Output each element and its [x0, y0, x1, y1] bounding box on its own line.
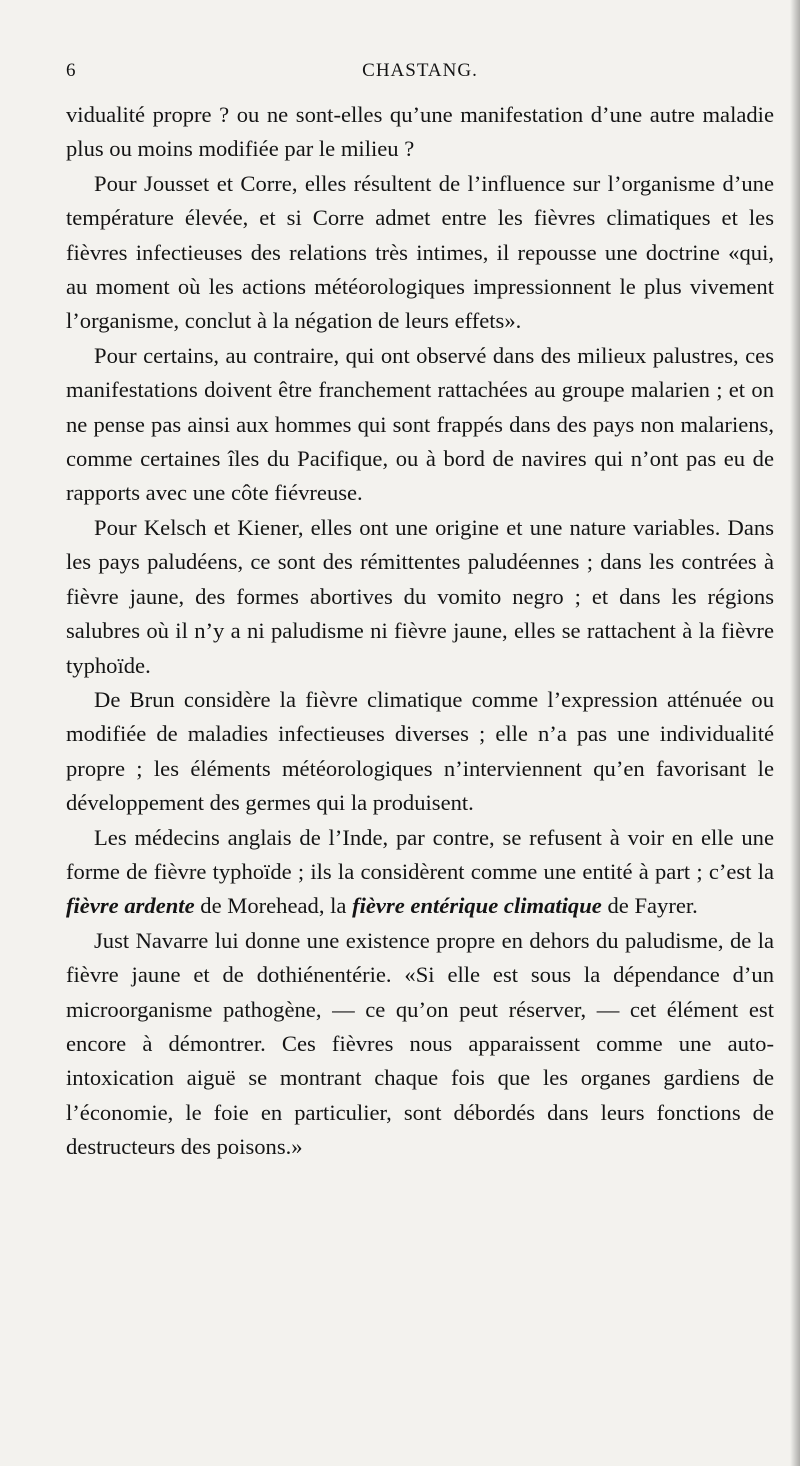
text-run: Pour Jousset et Corre, elles résultent de l’influence sur l’organisme d’une température élevée, et si Corre admet entre les fièvres climatiques et les fièvres infectieuses des relations très intimes, il repousse une doctrine «qui, au moment où les actions météorologiques impressionnent le plus vivement l’organisme, conclut à la négation de leurs effets». — [66, 170, 774, 334]
text-run: Les médecins anglais de l’Inde, par contre, se refusent à voir en elle une forme de fièvre typhoïde ; ils la considèrent comme une entité à part ; c’est la — [66, 824, 774, 884]
paragraph — [66, 821, 774, 924]
italic-term: fièvre entérique climatique — [352, 893, 602, 919]
paragraph — [66, 511, 774, 683]
body-text — [66, 98, 774, 1165]
paragraph — [66, 339, 774, 511]
italic-term: fièvre ardente — [66, 893, 195, 919]
page-edge-shadow — [790, 0, 800, 1466]
text-run: Just Navarre lui donne une existence propre en dehors du paludisme, de la fièvre jaune et de dothiénentérie. «Si elle est sous la dépendance d’un microorganisme pathogène, — ce qu’on peut réserver, — cet élément est encore à démontrer. Ces fièvres nous apparaissent comme une auto-intoxication aiguë se montrant chaque fois que les organes gardiens de l’économie, le foie en particulier, sont débordés dans leurs fonctions de destructeurs des poisons.» — [66, 927, 774, 1160]
text-run: De Brun considère la fièvre climatique comme l’expression atténuée ou modifiée de maladies infectieuses diverses ; elle n’a pas une individualité propre ; les éléments météorologiques n’interviennent qu’en favorisant le développement des germes qui la produisent. — [66, 686, 774, 816]
page-header — [66, 60, 774, 90]
page-number: 6 — [66, 60, 77, 81]
paragraph — [66, 683, 774, 821]
text-run: Pour Kelsch et Kiener, elles ont une origine et une nature variables. Dans les pays paludéens, ce sont des rémittentes paludéennes ; dans les contrées à fièvre jaune, des formes abortives du vomito negro ; et dans les régions salubres où il n’y a ni paludisme ni fièvre jaune, elles se rattachent à la fièvre typhoïde. — [66, 514, 774, 678]
running-head: CHASTANG. — [362, 60, 478, 81]
text-run: vidualité propre ? ou ne sont-elles qu’une manifestation d’une autre maladie plus ou moins modifiée par le milieu ? — [66, 102, 774, 162]
paragraph — [66, 924, 774, 1165]
text-run: de Fayrer. — [601, 893, 698, 919]
paragraph — [66, 98, 774, 167]
text-run: Pour certains, au contraire, qui ont observé dans des milieux palustres, ces manifestations doivent être franchement rattachées au groupe malarien ; et on ne pense pas ainsi aux hommes qui sont frappés dans des pays non malariens, comme certaines îles du Pacifique, ou à bord de navires qui n’ont pas eu de rapports avec une côte fiévreuse. — [66, 342, 774, 506]
text-run: de Morehead, la — [194, 893, 353, 919]
paragraph — [66, 167, 774, 339]
